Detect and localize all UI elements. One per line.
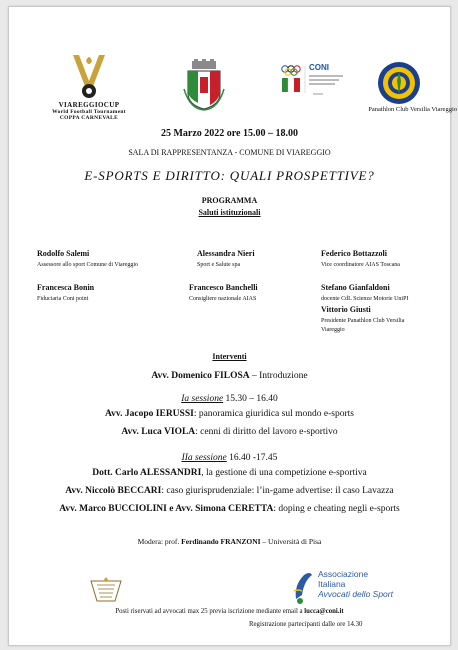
saluto-role: Sport e Salute spa: [197, 262, 241, 268]
talk-alessandri: [9, 468, 450, 478]
viareggio-cup-tagline: COPPA CARNEVALE: [59, 115, 119, 121]
session1-label: Ia sessione: [181, 394, 224, 404]
session2-header: [9, 453, 450, 463]
intro-line: [9, 371, 450, 381]
talk-topic: , la gestione di una competizione e-sportiva: [201, 468, 367, 478]
flyer-page: [8, 6, 457, 646]
saluto-name: Francesco Banchelli: [189, 283, 258, 292]
moderator-name: Ferdinando FRANZONI: [181, 537, 261, 546]
saluto-name: Vittorio Giusti: [321, 305, 371, 314]
coni-logo: [279, 63, 359, 103]
footer-registration-time: Registrazione partecipanti dalle ore 14.30: [249, 621, 363, 628]
viareggio-cup-logo: [39, 51, 139, 121]
saluti-heading: Saluti istituzionali: [198, 208, 261, 217]
saluto-name: Alessandra Nieri: [197, 249, 255, 258]
viareggio-cup-title: VIAREGGIOCUP: [58, 101, 120, 109]
saluto-gianfaldoni: [321, 283, 441, 302]
saluto-name: Francesca Bonin: [37, 283, 95, 292]
footer-email-link[interactable]: lucca@coni.it: [304, 608, 344, 615]
aias-line2: Italiana: [318, 579, 346, 589]
talk-topic: : cenni di diritto del lavoro e-sportivo: [195, 427, 338, 437]
event-venue: SALA DI RAPPRESENTANZA - COMUNE DI VIAREGGIO: [128, 148, 331, 157]
saluto-role: Presidente Panathlon Club Versilia: [321, 318, 405, 324]
viareggio-cup-emblem-icon: [59, 51, 119, 101]
viareggio-cup-subtitle: World Football Tournament: [52, 109, 126, 115]
event-date-time: 25 Marzo 2022 ore 15.00 – 18.00: [160, 128, 298, 139]
saluto-banchelli: [189, 283, 309, 302]
footer-registration-text: Posti riservati ad avvocati max 25 previa iscrizione mediante email a: [115, 608, 305, 615]
saluto-role: docente CdL Scienze Motorie UniPI: [321, 296, 409, 302]
talk-speaker: Avv. Marco BUCCIOLINI e Avv. Simona CERETTA: [59, 504, 274, 514]
aias-logo: [292, 567, 402, 607]
aias-wordmark: [318, 569, 393, 599]
talk-viola: [9, 427, 450, 437]
saluto-role: Consigliere nazionale AIAS: [189, 296, 257, 302]
intro-speaker: Avv. Domenico FILOSA: [151, 371, 250, 381]
footer-registration: [9, 608, 450, 615]
saluto-role: Vice coordinatore AIAS Toscana: [321, 262, 400, 268]
saluto-role: Fiduciaria Coni point: [37, 296, 89, 302]
saluto-role: Assessore allo sport Comune di Viareggio: [37, 262, 139, 268]
saluto-name: Federico Bottazzoli: [321, 249, 387, 258]
moderator-prefix: Modera: prof.: [137, 537, 182, 546]
session1-header: [9, 394, 450, 404]
talk-topic: : panoramica giuridica sul mondo e-sports: [193, 409, 354, 419]
viareggio-small-emblem-icon: [89, 577, 123, 603]
saluto-giusti: [321, 305, 441, 333]
moderator-suffix: – Università di Pisa: [260, 537, 322, 546]
intro-text: – Introduzione: [249, 371, 308, 381]
talk-speaker: Avv. Niccolò BECCARI: [65, 486, 162, 496]
saluto-bonin: [37, 283, 167, 302]
talk-bucciolini-ceretta: [9, 504, 450, 514]
coni-wordmark: CONI: [309, 63, 329, 72]
event-title: E-SPORTS E DIRITTO: QUALI PROSPETTIVE?: [84, 168, 375, 183]
talk-beccari: [9, 486, 450, 496]
talk-topic: : caso giurisprudenziale: l’in-game advertise: il caso Lavazza: [161, 486, 394, 496]
aias-line1: Associazione: [318, 569, 369, 579]
aias-line3: Avvocati dello Sport: [318, 589, 393, 599]
moderator-line: [9, 537, 450, 546]
talk-speaker: Avv. Luca VIOLA: [121, 427, 196, 437]
programma-heading: PROGRAMMA: [201, 196, 258, 205]
panathlon-caption: Panathlon Club Versilia Viareggio: [368, 106, 457, 113]
session2-time: 16.40 -17.45: [226, 453, 278, 463]
talk-topic: : doping e cheating negli e-sports: [273, 504, 400, 514]
aias-emblem-icon: [292, 571, 314, 605]
talk-ierussi: [9, 409, 450, 419]
saluto-salemi: [37, 249, 167, 268]
talk-speaker: Dott. Carlo ALESSANDRI: [92, 468, 202, 478]
interventi-heading: Interventi: [212, 352, 247, 361]
saluto-name: Stefano Gianfaldoni: [321, 283, 390, 292]
saluto-bottazzoli: [321, 249, 441, 268]
saluto-nieri: [197, 249, 307, 268]
talk-speaker: Avv. Jacopo IERUSSI: [105, 409, 194, 419]
session2-label: IIa sessione: [181, 453, 227, 463]
saluto-name: Rodolfo Salemi: [37, 249, 90, 258]
saluto-role-cont: Viareggio: [321, 327, 345, 333]
session1-time: 15.30 – 16.40: [223, 394, 278, 404]
comune-crest-icon: [182, 59, 226, 111]
